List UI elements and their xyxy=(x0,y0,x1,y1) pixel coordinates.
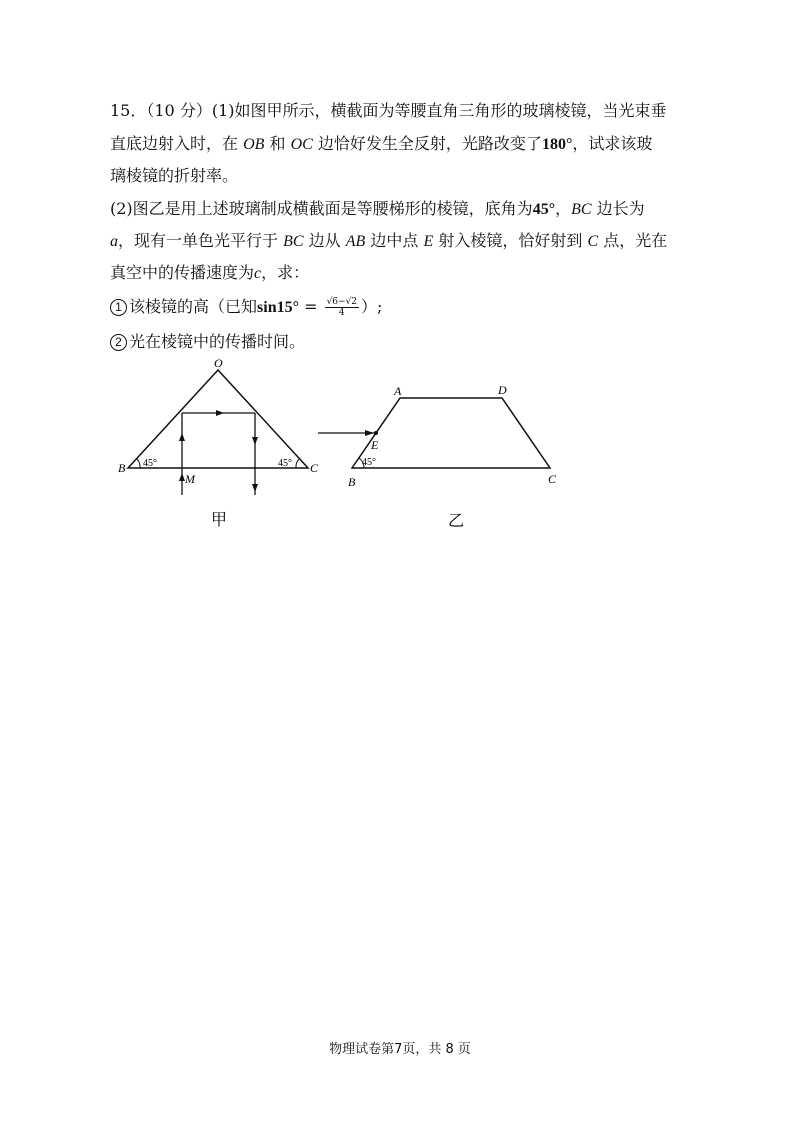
question-line-3: 璃棱镜的折射率。 xyxy=(110,166,239,185)
question-number: 15． xyxy=(110,101,147,120)
label-a: A xyxy=(394,384,402,398)
angle-arc-right xyxy=(296,459,299,468)
question-line-5: a，现有一单色光平行于 BC 边从 AB 边中点 E 射入棱镜，恰好射到 C 点，光在 xyxy=(110,231,668,250)
label-angle: 45° xyxy=(362,457,376,468)
label-b: B xyxy=(348,475,356,489)
arrow-right xyxy=(216,410,224,416)
arrow-down-outer xyxy=(252,484,258,492)
label-m: M xyxy=(185,472,195,486)
label-d: D xyxy=(498,383,507,397)
arrow-down-inner xyxy=(252,437,258,445)
label-angle-right: 45° xyxy=(278,458,292,469)
circled-number-1: 1 xyxy=(110,299,127,316)
sub-question-1: 1 该棱镜的高（已知sin15° = $\frac{√6-√2}{4}$ ）; xyxy=(110,297,382,318)
circled-number-2: 2 xyxy=(110,334,127,351)
caption-yi: 乙 xyxy=(448,513,465,530)
question-line-4: (2)图乙是用上述玻璃制成横截面是等腰梯形的棱镜，底角为45°，BC 边长为 xyxy=(110,199,645,218)
label-o: O xyxy=(214,356,223,370)
question-score: （10 分） xyxy=(146,101,212,120)
point-e xyxy=(374,431,378,435)
prism-triangle xyxy=(128,370,308,468)
arrow-incident xyxy=(365,430,374,436)
label-angle-left: 45° xyxy=(143,458,157,469)
arrow-up xyxy=(179,433,185,441)
label-b: B xyxy=(118,461,126,475)
question-line-2: 直底边射入时，在 OB 和 OC 边恰好发生全反射，光路改变了180°，试求该玻 xyxy=(110,134,653,153)
fraction: $\frac{√6-√2}{4}$ xyxy=(326,297,358,318)
label-e: E xyxy=(371,438,379,452)
figure-jia xyxy=(110,355,330,545)
question-line-1: 15．（10 分）(1)如图甲所示，横截面为等腰直角三角形的玻璃棱镜，当光束垂 xyxy=(110,101,667,120)
angle-arc-left xyxy=(137,459,140,468)
caption-jia: 甲 xyxy=(211,512,228,529)
figure-yi xyxy=(310,370,580,540)
question-line-6: 真空中的传播速度为c，求： xyxy=(110,263,310,282)
label-c: C xyxy=(548,472,557,486)
sub-question-2: 2 光在棱镜中的传播时间。 xyxy=(110,332,305,352)
page-footer: 物理试卷第7页，共 8 页 xyxy=(329,1042,471,1057)
label-c: C xyxy=(310,461,319,475)
prism-trapezoid xyxy=(352,398,550,468)
